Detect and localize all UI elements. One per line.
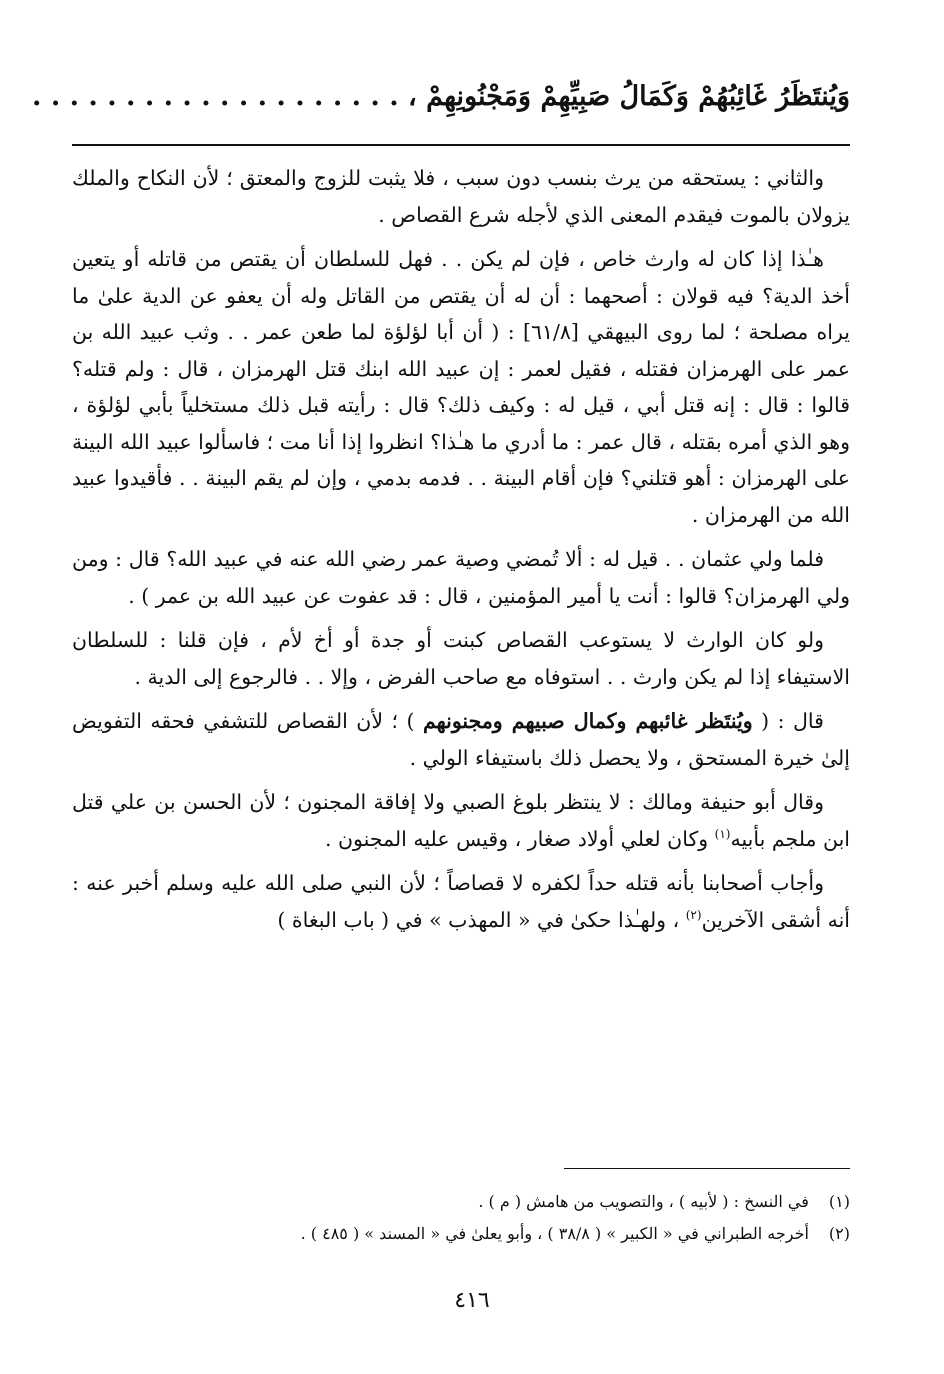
footnote-number: (١)	[828, 1192, 850, 1211]
paragraph	[72, 703, 850, 776]
footnote-ref-2[interactable]: (٢)	[685, 907, 702, 922]
main-text	[72, 160, 850, 938]
paragraph-text: وقال أبو حنيفة ومالك : لا ينتظر بلوغ الصبي ولا إفاقة المجنون ؛ لأن الحسن بن علي قتل ابن ملجم بأبيه	[72, 790, 850, 851]
paragraph: ولو كان الوارث لا يستوعب القصاص كبنت أو جدة أو أخ لأم ، فإن قلنا : للسلطان الاستيفاء إذا لم يكن وارث . . استوفاه مع صاحب الفرض ، وإلا . . فالرجوع إلى الدية .	[72, 628, 850, 689]
footnote-item	[72, 1186, 850, 1218]
paragraph: فلما ولي عثمان . . قيل له : ألا تُمضي وصية عمر رضي الله عنه في عبيد الله؟ قال : ومن ولي الهرمزان؟ قالوا : أنت يا أمير المؤمنين ، قال : قد عفوت عن عبيد الله بن عمر ) .	[72, 547, 850, 608]
paragraph	[72, 865, 850, 938]
paragraph-text: ، ولهـٰذا حكىٰ في « المهذب » في ( باب البغاة )	[277, 907, 686, 932]
footnote-text: في النسخ : ( لأبيه ) ، والتصويب من هامش ( م ) .	[478, 1192, 809, 1211]
footnote-number: (٢)	[828, 1224, 850, 1243]
paragraph-text: وكان لعلي أولاد صغار ، وقيس عليه المجنون .	[324, 826, 715, 851]
paragraph-text: ) ؛ لأن القصاص للتشفي فحقه التفويض إلىٰ خيرة المستحق ، ولا يحصل ذلك باستيفاء الولي .	[72, 709, 850, 770]
paragraph	[72, 784, 850, 857]
footnote-ref-1[interactable]: (١)	[714, 826, 731, 841]
paragraph-text: وأجاب أصحابنا بأنه قتله حداً لكفره لا قصاصاً ؛ لأن النبي صلى الله عليه وسلم أخبر عنه : أنه أشقى الآخرين	[72, 871, 850, 932]
paragraph: والثاني : يستحقه من يرث بنسب دون سبب ، فلا يثبت للزوج والمعتق ؛ لأن النكاح والملك يزولان بالموت فيقدم المعنى الذي لأجله شرع القصاص .	[72, 166, 850, 227]
paragraph: هـٰذا إذا كان له وارث خاص ، فإن لم يكن . . فهل للسلطان أن يقتص من قاتله أو يتعين أخذ الدية؟ فيه قولان : أصحهما : أن له أن يقتص من القاتل وله أن يعفو عن الدية علىٰ ما يراه مصلحة ؛ لما روى البيهقي [٦١/٨] : ( أن أبا لؤلؤة لما طعن عمر . . وثب عبيد الله بن عمر على الهرمزان فقتله ، فقيل لعمر : إن عبيد الله ابنك قتل الهرمزان ، قال : ولم قتله؟ قالوا : قال : إنه قتل أبي ، قيل له : وكيف ذلك؟ قال : رأيته قبل ذلك مستخلياً بأبي لؤلؤة ، وهو الذي أمره بقتله ، قال عمر : ما أدري ما هـٰذا؟ انظروا إذا أنا مت ؛ فاسألوا عبيد الله البينة على الهرمزان : أهو قتلني؟ فإن أقام البينة . . فدمه بدمي ، وإن لم يقم البينة . . فأقيدوا عبيد الله من الهرمزان .	[72, 247, 850, 527]
footnote-item	[72, 1218, 850, 1250]
footnotes	[72, 1186, 850, 1250]
paragraph-text: قال : (	[752, 709, 824, 733]
footnote-divider	[564, 1168, 850, 1169]
header-divider	[72, 144, 850, 146]
running-header: وَيُنتَظَرُ غَائِبُهُمْ وَكَمَالُ صَبِيِّهِمْ وَمَجْنُونِهِمْ ، . . . . . . . . . . . . . . . . . . . .	[32, 81, 850, 112]
quoted-matn: ويُنتَظر غائبهم وكمال صبيهم ومجنونهم	[423, 709, 753, 733]
footnote-text: أخرجه الطبراني في « الكبير » ( ٣٨/٨ ) ، وأبو يعلىٰ في « المسند » ( ٤٨٥ ) .	[300, 1224, 809, 1243]
page-number: ٤١٦	[454, 1288, 490, 1313]
